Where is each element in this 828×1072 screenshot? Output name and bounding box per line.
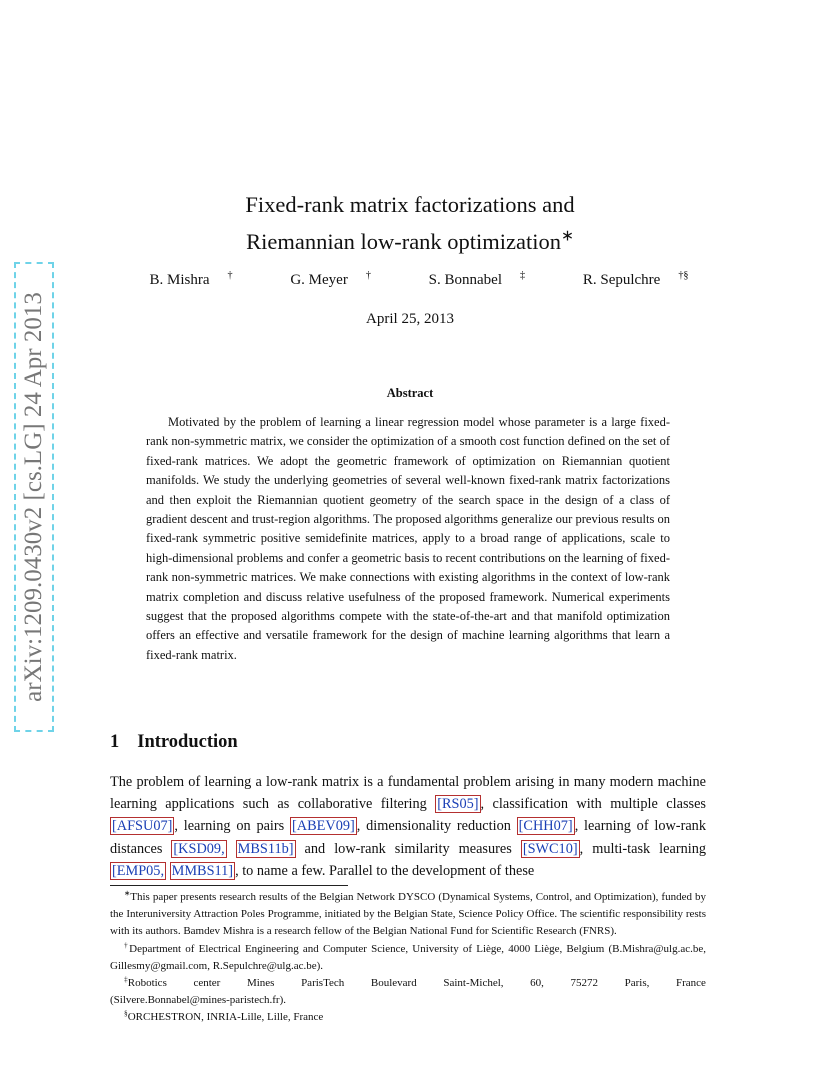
author-mishra: [131, 272, 232, 288]
footnote-mark: ∗: [124, 888, 131, 898]
author-mark: †: [227, 270, 233, 281]
footnote-word: Robotics: [127, 977, 167, 990]
arxiv-stamp: [14, 262, 54, 732]
footnote-mark: §: [124, 1008, 128, 1018]
intro-paragraph: [110, 771, 706, 882]
author-sepulchre: [565, 272, 689, 288]
footnotes: [110, 889, 706, 1027]
title-line-1: Fixed-rank matrix factorizations and: [245, 192, 575, 217]
author-name: B. Mishra: [149, 272, 210, 288]
author-name: R. Sepulchre: [582, 272, 661, 288]
abstract-heading: Abstract: [386, 386, 434, 400]
citation-link[interactable]: [SWC10]: [522, 840, 578, 857]
paper-title: [110, 186, 710, 260]
author-name: G. Meyer: [290, 272, 348, 288]
section-title: Introduction: [137, 732, 238, 752]
citation-link[interactable]: MBS11b]: [237, 840, 294, 857]
footnote-4: [110, 1009, 706, 1026]
title-line-2: [110, 223, 710, 260]
footnote-word: center: [193, 977, 221, 990]
citation-link[interactable]: MMBS11]: [171, 862, 234, 879]
author-meyer: [272, 272, 371, 288]
intro-text: , learning on pairs: [174, 818, 291, 835]
author-list: [110, 272, 710, 289]
citation-link[interactable]: [KSD09,: [173, 840, 225, 857]
footnote-word: Paris,: [624, 977, 650, 990]
arxiv-stamp-text: arXiv:1209.0430v2 [cs.LG] 24 Apr 2013: [20, 292, 47, 702]
footnote-word: ParisTech: [301, 977, 345, 990]
intro-text: [227, 841, 236, 857]
intro-text: , dimensionality reduction: [356, 818, 517, 835]
footnote-text: This paper presents research results of the Belgian Network DYSCO (Dynamical Systems, Control, and Optimization), funded by the Interuniversity Attraction Poles Programme, initiated by the Belgian State, Science Policy Office. The scientific responsibility rests with its authors. Bamdev Mishra is a research fellow of the Belgian National Fund for Scientific Research (FNRS).: [110, 891, 706, 938]
footnote-word: Boulevard: [370, 977, 417, 990]
footnote-word: 60,: [530, 977, 544, 990]
intro-text: and low-rank similarity measures: [295, 840, 521, 857]
footnote-2: [110, 941, 706, 975]
footnote-mark: †: [124, 939, 130, 949]
footnote-mark: ‡: [124, 974, 128, 984]
footnote-3-line: [110, 975, 706, 992]
intro-text: , learning of low-rank distances: [110, 818, 706, 857]
author-bonnabel: [411, 272, 525, 288]
footnote-3-cont: (Silvere.Bonnabel@mines-paristech.fr).: [110, 994, 286, 1007]
footnote-rule: [110, 885, 348, 886]
citation-link[interactable]: [CHH07]: [518, 818, 573, 835]
paper-date: April 25, 2013: [366, 311, 454, 327]
citation-link[interactable]: [AFSU07]: [112, 818, 173, 835]
author-name: S. Bonnabel: [428, 272, 502, 288]
abstract-text: Motivated by the problem of learning a linear regression model whose parameter is a large fixed-rank non-symmetric matrix, we consider the optimization of a smooth cost function defined on the set of fixed-rank matrices. We adopt the geometric framework of optimization on Riemannian quotient manifolds. We study the underlying geometries of several well-known fixed-rank matrix factorizations and then exploit the Riemannian quotient geometry of the search space in the design of a class of gradient descent and trust-region algorithms. The proposed algorithms generalize our previous results on fixed-rank symmetric positive semidefinite matrices, apply to a broad range of applications, scale to high-dimensional problems and confer a geometric basis to recent contributions on the learning of fixed-rank non-symmetric matrices. We make connections with existing algorithms in the context of low-rank matrix completion and discuss relative usefulness of the proposed framework. Numerical experiments suggest that the proposed algorithms compete with the state-of-the-art and that manifold optimization offers an effective and versatile framework for the design of machine learning algorithms that learn a fixed-rank matrix.: [146, 415, 670, 662]
citation-link[interactable]: [RS05]: [437, 796, 479, 813]
section-heading: [110, 732, 238, 753]
title-line-2-text: Riemannian low-rank optimization: [246, 229, 562, 254]
footnote-word: Saint-Michel,: [443, 977, 504, 990]
author-mark: ‡: [520, 270, 526, 281]
intro-text: , multi-task learning: [579, 840, 707, 857]
intro-text: The problem of learning a low-rank matrix is a fundamental problem arising in many modern machine learning applications such as collaborative filtering: [110, 774, 706, 813]
footnote-text: ORCHESTRON, INRIA-Lille, Lille, France: [127, 1011, 324, 1024]
intro-text: , to name a few. Parallel to the development of these: [235, 862, 535, 879]
intro-text: , classification with multiple classes: [480, 796, 706, 813]
author-mark: †§: [678, 270, 689, 281]
citation-link[interactable]: [EMP05,: [112, 862, 165, 879]
citation-link[interactable]: [ABEV09]: [292, 818, 355, 835]
footnote-text: Department of Electrical Engineering and Computer Science, University of Liège, 4000 Liège, Belgium (B.Mishra@ulg.ac.be, Gillesmy@gmail.com, R.Sepulchre@ulg.ac.be).: [110, 942, 706, 972]
author-mark: †: [365, 270, 371, 281]
footnote-3-first: [124, 975, 167, 992]
section-number: 1: [110, 732, 120, 752]
footnote-word: 75272: [570, 977, 598, 990]
footnote-word: France: [675, 977, 706, 990]
footnote-1: [110, 889, 706, 941]
footnote-word: Mines: [246, 977, 275, 990]
title-footnote-mark: ∗: [561, 227, 574, 245]
